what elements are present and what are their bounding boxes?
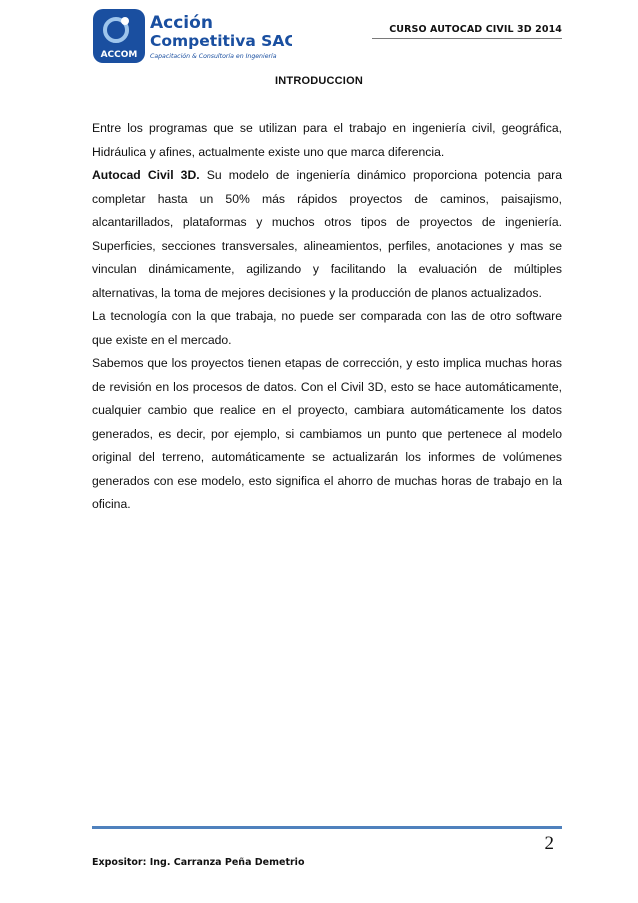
logo-badge-text: ACCOM xyxy=(100,50,138,60)
company-logo-graphic xyxy=(92,8,292,64)
logo-tagline: Capacitación & Consultoría en Ingeniería xyxy=(150,53,277,60)
header-divider xyxy=(372,38,562,39)
presenter-name: Expositor: Ing. Carranza Peña Demetrio xyxy=(92,857,305,868)
course-title: CURSO AUTOCAD CIVIL 3D 2014 xyxy=(389,24,562,35)
logo-figure-head-icon xyxy=(121,17,129,25)
paragraph-autocad-heading: Autocad Civil 3D. xyxy=(92,168,200,182)
paragraph-corrections: Sabemos que los proyectos tienen etapas de corrección, y esto implica muchas horas de revisión en los procesos de datos. Con el Civil 3D, esto se hace automáticamente, cualquier cambio que realice en el proyecto, cambiara automáticamente los datos generados, es decir, por ejemplo, si cambiamos un punto que pertenece al modelo original del terreno, automáticamente se actualizarán los informes de volúmenes generados con ese modelo, esto significa el ahorro de muchas horas de trabajo en la oficina. xyxy=(92,356,562,511)
paragraph-autocad xyxy=(92,164,562,305)
page-number: 2 xyxy=(544,833,554,854)
footer-divider xyxy=(92,826,562,829)
company-logo xyxy=(92,8,292,64)
paragraph-technology: La tecnología con la que trabaja, no puede ser comparada con las de otro software que existe en el mercado. xyxy=(92,309,562,347)
document-body xyxy=(92,117,562,517)
logo-line-2: Competitiva SAC xyxy=(150,32,292,50)
page-title: INTRODUCCION xyxy=(275,75,363,87)
paragraph-intro: Entre los programas que se utilizan para el trabajo en ingeniería civil, geográfica, Hidráulica y afines, actualmente existe uno que marca diferencia. xyxy=(92,121,562,159)
paragraph-autocad-text: Su modelo de ingeniería dinámico proporciona potencia para completar hasta un 50% más rápidos proyectos de caminos, paisajismo, alcantarillados, plataformas y muchos otros tipos de proyectos de ingeniería. Superficies, secciones transversales, alineamientos, perfiles, anotaciones y mas se vinculan dinámicamente, agilizando y facilitando la evaluación de múltiples alternativas, la toma de mejores decisiones y la producción de planos actualizados. xyxy=(92,168,562,300)
logo-line-1: Acción xyxy=(150,13,213,33)
